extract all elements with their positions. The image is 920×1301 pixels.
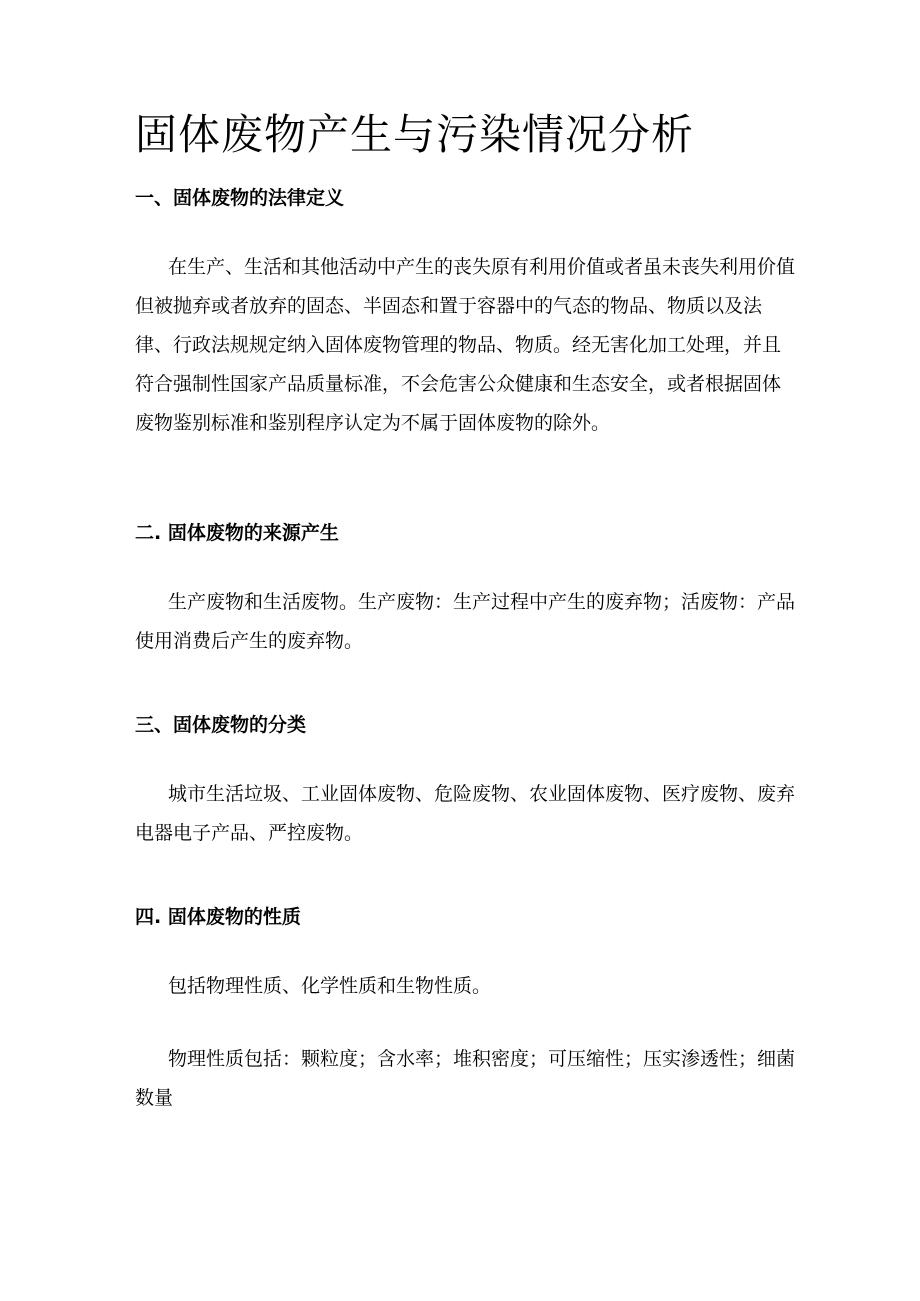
section-heading-classification: 三、固体废物的分类 bbox=[135, 714, 307, 736]
page-title: 固体废物产生与污染情况分析 bbox=[135, 110, 695, 159]
paragraph-sources: 生产废物和生活废物。生产废物：生产过程中产生的废弃物；活废物：产品使用消费后产生的废弃物。 bbox=[135, 591, 796, 652]
section-heading-sources: 二. 固体废物的来源产生 bbox=[135, 522, 339, 544]
paragraph-properties-summary: 包括物理性质、化学性质和生物性质。 bbox=[168, 975, 492, 997]
section-heading-properties: 四. 固体废物的性质 bbox=[135, 906, 301, 928]
section-heading-legal-definition: 一、固体废物的法律定义 bbox=[135, 187, 345, 209]
paragraph-legal-definition: 在生产、生活和其他活动中产生的丧失原有利用价值或者虽未丧失利用价值但被抛弃或者放弃的固态、半固态和置于容器中的气态的物品、物质以及法律、行政法规规定纳入固体废物管理的物品、物质。经无害化加工处理，并且符合强制性国家产品质量标准，不会危害公众健康和生态安全，或者根据固体废物鉴别标准和鉴别程序认定为不属于固体废物的除外。 bbox=[135, 256, 796, 434]
paragraph-classification: 城市生活垃圾、工业固体废物、危险废物、农业固体废物、医疗废物、废弃电器电子产品、严控废物。 bbox=[135, 783, 796, 844]
paragraph-physical-properties: 物理性质包括：颗粒度；含水率；堆积密度；可压缩性；压实渗透性；细菌数量 bbox=[135, 1048, 796, 1109]
